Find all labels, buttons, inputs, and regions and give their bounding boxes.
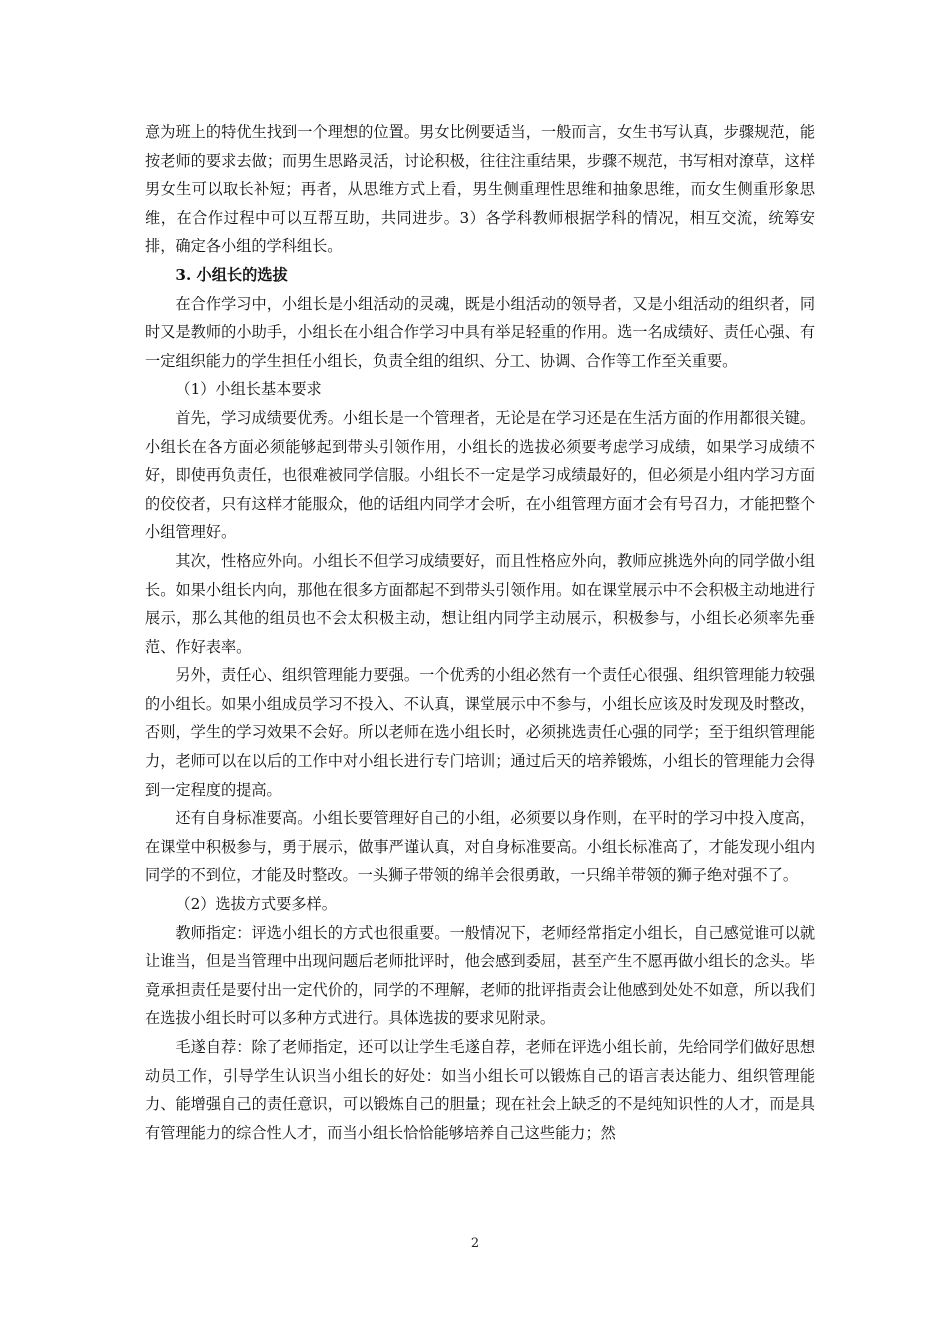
requirement-responsibility-paragraph: 另外，责任心、组织管理能力要强。一个优秀的小组必然有一个责任心很强、组织管理能力较强的小组长。如果小组成员学习不投入、不认真，课堂展示中不参与，小组长应该及时发现及时整改，否则，学生的学习效果不会好。所以老师在选小组长时，必须挑选责任心强的同学；至于组织管理能力，老师可以在以后的工作中对小组长进行专门培训；通过后天的培养锻炼，小组长的管理能力会得到一定程度的提高。 bbox=[145, 666, 815, 799]
section-heading: 3. 小组长的选拔 bbox=[175, 265, 288, 284]
subheading-selection-methods: （2）选拔方式要多样。 bbox=[175, 895, 337, 914]
method-self-recommend-paragraph: 毛遂自荐：除了老师指定，还可以让学生毛遂自荐，老师在评选小组长前，先给同学们做好思想动员工作，引导学生认识当小组长的好处：如当小组长可以锻炼自己的语言表达能力、组织管理能力、能增强自己的责任意识，可以锻炼自己的胆量；现在社会上缺乏的不是纯知识性的人才，而是具有管理能力的综合性人才，而当小组长恰恰能够培养自己这些能力；然 bbox=[145, 1038, 815, 1142]
method-teacher-paragraph: 教师指定：评选小组长的方式也很重要。一般情况下，老师经常指定小组长，自己感觉谁可以就让谁当，但是当管理中出现问题后老师批评时，他会感到委屈，甚至产生不愿再做小组长的念头。毕竟承担责任是要付出一定代价的，同学的不理解，老师的批评指责会让他感到处处不如意，所以我们在选拔小组长时可以多种方式进行。具体选拔的要求见附录。 bbox=[145, 923, 815, 1028]
requirement-personality-paragraph: 其次，性格应外向。小组长不但学习成绩要好，而且性格应外向，教师应挑选外向的同学做小组长。如果小组长内向，那他在很多方面都起不到带头引领作用。如在课堂展示中不会积极主动地进行展示，那么其他的组员也不会太积极主动，想让组内同学主动展示，积极参与，小组长必须率先垂范、作好表率。 bbox=[145, 551, 815, 656]
intro-paragraph: 在合作学习中，小组长是小组活动的灵魂，既是小组活动的领导者，又是小组活动的组织者，同时又是教师的小助手，小组长在小组合作学习中具有举足轻重的作用。选一名成绩好、责任心强、有一定组织能力的学生担任小组长，负责全组的组织、分工、协调、合作等工作至关重要。 bbox=[145, 294, 815, 370]
subheading-requirements: （1）小组长基本要求 bbox=[175, 380, 322, 399]
requirement-standards-paragraph: 还有自身标准要高。小组长要管理好自己的小组，必须要以身作则，在平时的学习中投入度高，在课堂中积极参与，勇于展示，做事严谨认真，对自身标准要高。小组长标准高了，才能发现小组内同学的不到位，才能及时整改。一头狮子带领的绵羊会很勇敢，一只绵羊带领的狮子绝对强不了。 bbox=[145, 809, 815, 885]
page-number: 2 bbox=[470, 1236, 480, 1251]
page-body bbox=[145, 118, 815, 1147]
requirement-grades-paragraph: 首先，学习成绩要优秀。小组长是一个管理者，无论是在学习还是在生活方面的作用都很关键。小组长在各方面必须能够起到带头引领作用，小组长的选拔必须要考虑学习成绩，如果学习成绩不好，即使再负责任，也很难被同学信服。小组长不一定是学习成绩最好的，但必须是小组内学习方面的佼佼者，只有这样才能服众，他的话组内同学才会听，在小组管理方面才会有号召力，才能把整个小组管理好。 bbox=[145, 408, 815, 542]
continuation-paragraph: 意为班上的特优生找到一个理想的位置。男女比例要适当，一般而言，女生书写认真，步骤规范，能按老师的要求去做；而男生思路灵活，讨论积极，往往注重结果，步骤不规范，书写相对潦草，这样男女生可以取长补短；再者，从思维方式上看，男生侧重理性思维和抽象思维，而女生侧重形象思维，在合作过程中可以互帮互助，共同进步。3）各学科教师根据学科的情况，相互交流，统筹安排，确定各小组的学科组长。 bbox=[145, 123, 815, 256]
